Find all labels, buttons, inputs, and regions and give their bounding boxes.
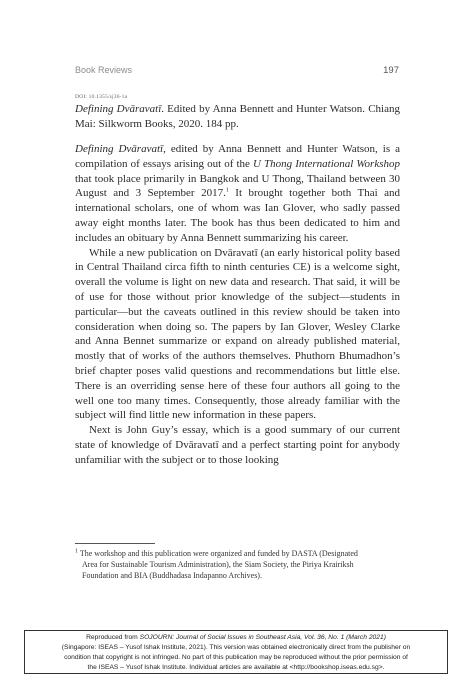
journal-citation: SOJOURN: Journal of Social Issues in Southeast Asia, Vol. 36, No. 1 (March 2021) [139, 634, 386, 641]
footnote-divider [75, 543, 155, 544]
footnote-reference: 1 [225, 187, 229, 194]
page-header [75, 65, 399, 79]
book-title-inline: Defining Dvāravatī [75, 143, 164, 155]
paragraph-2: While a new publication on Dvāravatī (an early historical polity based in Central Thailand circa fifth to ninth centuries CE) is a welcome sight, overall the volume is light on new data and research. That said, it will be of use for those without prior knowledge of the subject—students in particular—but the caveats outlined in this review should be taken into consideration when doing so. The papers by Ian Glover, Wesley Clarke and Anna Bennet summarize or expand on already published material, mostly that of works of the authors themselves. Phuthorn Bhumadhon’s brief chapter poses valid questions and recommendations but little else. There is an overriding sense here of these four authors all going to the well one too many times. Consequently, those already familiar with the subject will find little new information in these papers. [75, 246, 400, 422]
workshop-name: U Thong International Workshop [253, 157, 400, 170]
doi-label: DOI: 10.1355/sj36-1a [75, 94, 128, 100]
paragraph-3: Next is John Guy’s essay, which is a good summary of our current state of knowledge of Dvāravatī and a perfect starting point for anybody unfamiliar with the subject or to those looking [75, 424, 400, 466]
citation-details: . Edited by Anna Bennett and Hunter Watson. Chiang Mai: Silkworm Books, 2020. 184 pp. [75, 103, 400, 130]
reproduction-notice: Reproduced from SOJOURN: Journal of Social Issues in Southeast Asia, Vol. 36, No. 1 (March 2021) (Singapore: ISEAS – Yusof Ishak Institute, 2021). This version was obtained electronically direct from the publisher on condition that copyright is not infringed. No part of this publication may be reproduced without the prior permission of the ISEAS – Yusof Ishak Institute. Individual articles are available at <http://bookshop.iseas.edu.sg>. [24, 630, 448, 674]
book-title: Defining Dvāravatī [75, 103, 162, 115]
running-head: Book Reviews [75, 65, 133, 75]
bookshop-link[interactable]: http://bookshop.iseas.edu.sg [293, 664, 379, 671]
footnote-mark: 1 [75, 548, 78, 555]
paragraph-1: Defining Dvāravatī, edited by Anna Bennett and Hunter Watson, is a compilation of essays arising out of the U Thong International Workshop that took place primarily in Bangkok and U Thong, Thailand between 30 August and 3 September 2017.$^1$ It brought together both Thai and international scholars, one of whom was Ian Glover, who sadly passed away eight months later. The book has thus been dedicated to him and includes an obituary by Anna Bennett summarizing his career. [75, 143, 400, 244]
footnote: $^1$ The workshop and this publication were organized and funded by DASTA (Designated Area for Sustainable Tourism Administration), the Siam Society, the Piriya Krairiksh Foundation and BIA (Buddhadasa Indapanno Archives). [75, 548, 358, 580]
page-number: 197 [383, 65, 399, 76]
review-body [75, 142, 400, 468]
book-citation [75, 102, 400, 132]
